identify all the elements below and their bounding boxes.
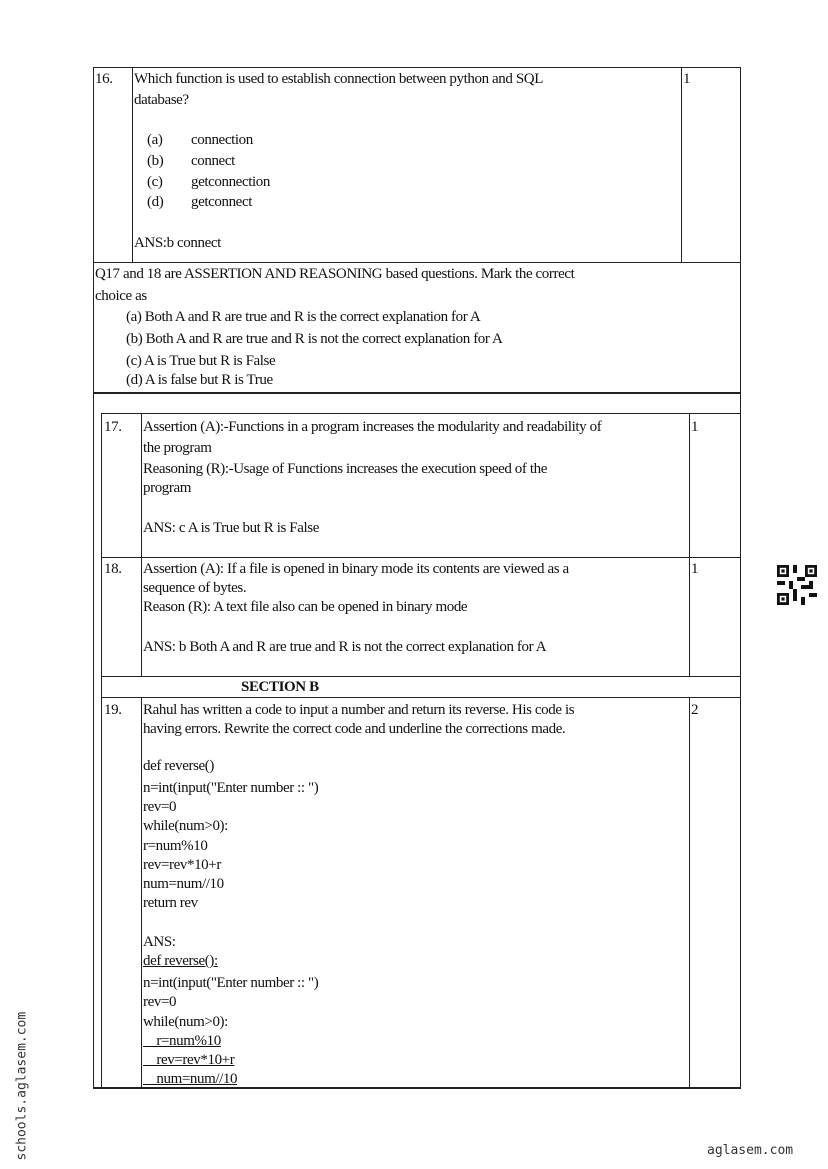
row-divider: [101, 413, 741, 414]
table-border: [101, 413, 102, 1088]
question-text: Assertion (A):-Functions in a program increases the modularity and readability of: [143, 419, 602, 435]
instruction-option: (c) A is True but R is False: [126, 353, 276, 369]
instruction-option: (d) A is false but R is True: [126, 372, 273, 388]
answer-code-line: while(num>0):: [143, 1014, 228, 1030]
question-marks: 2: [691, 702, 699, 718]
answer-code-line: n=int(input("Enter number :: "): [143, 975, 319, 991]
question-number: 19.: [104, 702, 122, 718]
code-line: r=num%10: [143, 838, 208, 854]
code-line: rev=0: [143, 799, 177, 815]
question-text: Reasoning (R):-Usage of Functions increases the execution speed of the: [143, 461, 547, 477]
col-divider: [689, 413, 690, 677]
col-divider: [681, 67, 682, 263]
option-label: (b): [147, 153, 164, 169]
code-line: rev=rev*10+r: [143, 857, 221, 873]
instruction-option: (b) Both A and R are true and R is not the correct explanation for A: [126, 331, 503, 347]
watermark-bottom: aglasem.com: [707, 1143, 794, 1158]
answer-text: ANS: c A is True but R is False: [143, 520, 319, 536]
option-text: connection: [191, 132, 253, 148]
question-text: the program: [143, 440, 212, 456]
question-text: Reason (R): A text file also can be opened in binary mode: [143, 599, 468, 615]
option-text: connect: [191, 153, 235, 169]
code-line: return rev: [143, 895, 198, 911]
table-border: [93, 67, 741, 68]
question-number: 18.: [104, 561, 122, 577]
row-divider: [101, 557, 741, 558]
row-divider: [101, 697, 741, 698]
col-divider: [141, 697, 142, 1088]
instruction-text: choice as: [95, 288, 147, 304]
code-line: num=num//10: [143, 876, 224, 892]
answer-code-line: num=num//10: [143, 1071, 238, 1087]
row-divider: [93, 392, 741, 394]
table-border: [93, 67, 94, 1088]
col-divider: [132, 67, 133, 263]
option-text: getconnect: [191, 194, 252, 210]
instruction-option: (a) Both A and R are true and R is the correct explanation for A: [126, 309, 481, 325]
table-border: [740, 67, 741, 1088]
question-text: Rahul has written a code to input a number and return its reverse. His code is: [143, 702, 575, 718]
question-text: sequence of bytes.: [143, 580, 247, 596]
question-number: 17.: [104, 419, 122, 435]
option-text: getconnection: [191, 174, 270, 190]
instruction-text: Q17 and 18 are ASSERTION AND REASONING based questions. Mark the correct: [95, 266, 575, 282]
col-divider: [689, 697, 690, 1088]
question-text: database?: [134, 92, 189, 108]
code-line: def reverse(): [143, 758, 214, 774]
watermark-side: schools.aglasem.com: [14, 1011, 30, 1161]
qr-code-icon: [777, 565, 817, 605]
option-label: (d): [147, 194, 164, 210]
question-number: 16.: [95, 71, 113, 87]
answer-label: ANS:: [143, 934, 176, 950]
question-marks: 1: [691, 561, 699, 577]
question-text: program: [143, 480, 192, 496]
answer-text: ANS:b connect: [134, 235, 221, 251]
section-heading: SECTION B: [241, 679, 319, 695]
answer-code-line: rev=rev*10+r: [143, 1052, 235, 1068]
col-divider: [141, 413, 142, 677]
code-line: while(num>0):: [143, 818, 228, 834]
question-marks: 1: [683, 71, 691, 87]
question-text: having errors. Rewrite the correct code and underline the corrections made.: [143, 721, 566, 737]
option-label: (a): [147, 132, 163, 148]
option-label: (c): [147, 174, 163, 190]
answer-text: ANS: b Both A and R are true and R is not the correct explanation for A: [143, 639, 547, 655]
row-divider: [101, 676, 741, 677]
answer-code-line: def reverse():: [143, 953, 218, 969]
code-line: n=int(input("Enter number :: "): [143, 780, 319, 796]
question-marks: 1: [691, 419, 699, 435]
answer-code-line: rev=0: [143, 994, 177, 1010]
row-divider: [93, 262, 741, 263]
question-text: Which function is used to establish connection between python and SQL: [134, 71, 543, 87]
answer-code-line: r=num%10: [143, 1033, 221, 1049]
question-text: Assertion (A): If a file is opened in binary mode its contents are viewed as a: [143, 561, 569, 577]
